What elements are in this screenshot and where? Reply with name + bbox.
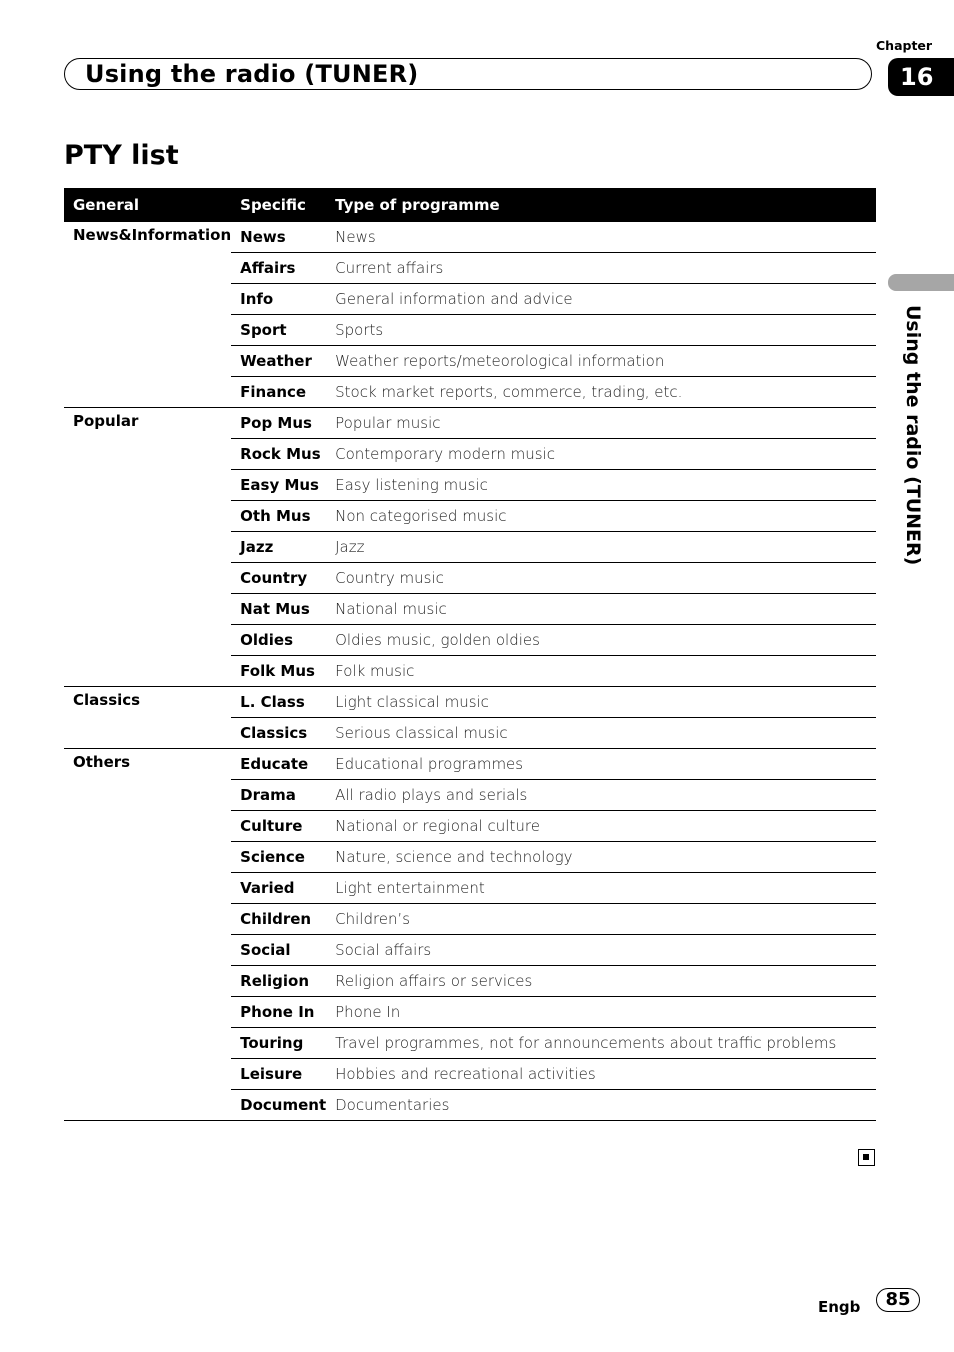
programme-type-cell: Non categorised music: [326, 501, 876, 532]
programme-type-cell: Jazz: [326, 532, 876, 563]
specific-code-cell: Weather: [231, 346, 326, 377]
specific-code-cell: News: [240, 228, 286, 246]
table-row: [64, 222, 876, 253]
programme-type-cell: Stock market reports, commerce, trading, etc.: [326, 377, 876, 408]
specific-code-cell: L. Class: [231, 687, 326, 718]
specific-code-cell: Drama: [231, 780, 326, 811]
specific-code-cell: Social: [231, 935, 326, 966]
specific-code-cell: Finance: [231, 377, 326, 408]
programme-type-cell: Phone In: [326, 997, 876, 1028]
programme-type-cell: Current affairs: [326, 253, 876, 284]
specific-code-cell: Educate: [231, 749, 326, 780]
specific-code-cell: Jazz: [231, 532, 326, 563]
programme-type-cell: Country music: [326, 563, 876, 594]
programme-type-cell: Folk music: [326, 656, 876, 687]
specific-code-cell: Rock Mus: [231, 439, 326, 470]
specific-code-cell: Oth Mus: [231, 501, 326, 532]
programme-type-cell: Serious classical music: [326, 718, 876, 749]
programme-type-cell: Children’s: [326, 904, 876, 935]
specific-code-cell: Religion: [231, 966, 326, 997]
programme-type-cell: Educational programmes: [326, 749, 876, 780]
programme-type-cell: Contemporary modern music: [326, 439, 876, 470]
table-row: [64, 408, 876, 439]
general-category-cell: Others: [64, 749, 231, 1121]
specific-code-cell: Phone In: [231, 997, 326, 1028]
specific-code-cell: Document: [231, 1090, 326, 1121]
column-header-type: Type of programme: [326, 188, 876, 222]
programme-type-cell: Light entertainment: [326, 873, 876, 904]
chapter-header: [64, 58, 872, 90]
section-title: PTY list: [64, 140, 179, 171]
side-label-text: Using the radio (TUNER): [902, 305, 924, 566]
specific-code-cell: Classics: [231, 718, 326, 749]
programme-type-cell: Documentaries: [326, 1090, 876, 1121]
specific-code-cell: Oldies: [231, 625, 326, 656]
column-header-general: General: [64, 188, 231, 222]
general-category-cell: Classics: [64, 687, 231, 749]
specific-code-cell: Science: [231, 842, 326, 873]
specific-code-cell: Touring: [231, 1028, 326, 1059]
chapter-number-tab: 16: [888, 58, 954, 96]
page-number: 85: [876, 1288, 920, 1312]
chapter-title: Using the radio (TUNER): [85, 60, 419, 88]
specific-code-cell: Folk Mus: [231, 656, 326, 687]
programme-type-cell: Oldies music, golden oldies: [326, 625, 876, 656]
chapter-label: Chapter: [876, 38, 933, 53]
programme-type-cell: National music: [326, 594, 876, 625]
end-of-section-icon: [858, 1149, 875, 1166]
programme-type-cell: National or regional culture: [326, 811, 876, 842]
programme-type-cell: Weather reports/meteorological information: [326, 346, 876, 377]
programme-type-cell: Social affairs: [326, 935, 876, 966]
programme-type-cell: Light classical music: [326, 687, 876, 718]
specific-code-cell: Country: [231, 563, 326, 594]
programme-type-cell: Nature, science and technology: [326, 842, 876, 873]
specific-code-cell: Children: [231, 904, 326, 935]
table-body: [64, 222, 876, 1121]
programme-type-cell: All radio plays and serials: [326, 780, 876, 811]
programme-type-cell: General information and advice: [326, 284, 876, 315]
programme-type-cell: News: [335, 228, 376, 246]
general-category-cell: Popular: [64, 408, 231, 687]
programme-type-cell: Sports: [326, 315, 876, 346]
specific-code-cell: Easy Mus: [231, 470, 326, 501]
programme-type-cell: Easy listening music: [326, 470, 876, 501]
side-label: [900, 305, 928, 565]
general-category-cell: News&Information: [73, 226, 232, 244]
specific-code-cell: Affairs: [231, 253, 326, 284]
programme-type-cell: Popular music: [326, 408, 876, 439]
column-header-specific: Specific: [231, 188, 326, 222]
table-row: [64, 687, 876, 718]
specific-code-cell: Leisure: [231, 1059, 326, 1090]
specific-code-cell: Info: [231, 284, 326, 315]
pty-table: [64, 188, 876, 1121]
table-row: [64, 749, 876, 780]
specific-code-cell: Culture: [231, 811, 326, 842]
table-header-row: [64, 188, 876, 222]
specific-code-cell: Nat Mus: [231, 594, 326, 625]
programme-type-cell: Hobbies and recreational activities: [326, 1059, 876, 1090]
language-code: Engb: [818, 1298, 861, 1316]
specific-code-cell: Sport: [231, 315, 326, 346]
programme-type-cell: Religion affairs or services: [326, 966, 876, 997]
specific-code-cell: Pop Mus: [231, 408, 326, 439]
side-thumb-tab: [888, 274, 954, 291]
programme-type-cell: Travel programmes, not for announcements about traffic problems: [326, 1028, 876, 1059]
specific-code-cell: Varied: [231, 873, 326, 904]
